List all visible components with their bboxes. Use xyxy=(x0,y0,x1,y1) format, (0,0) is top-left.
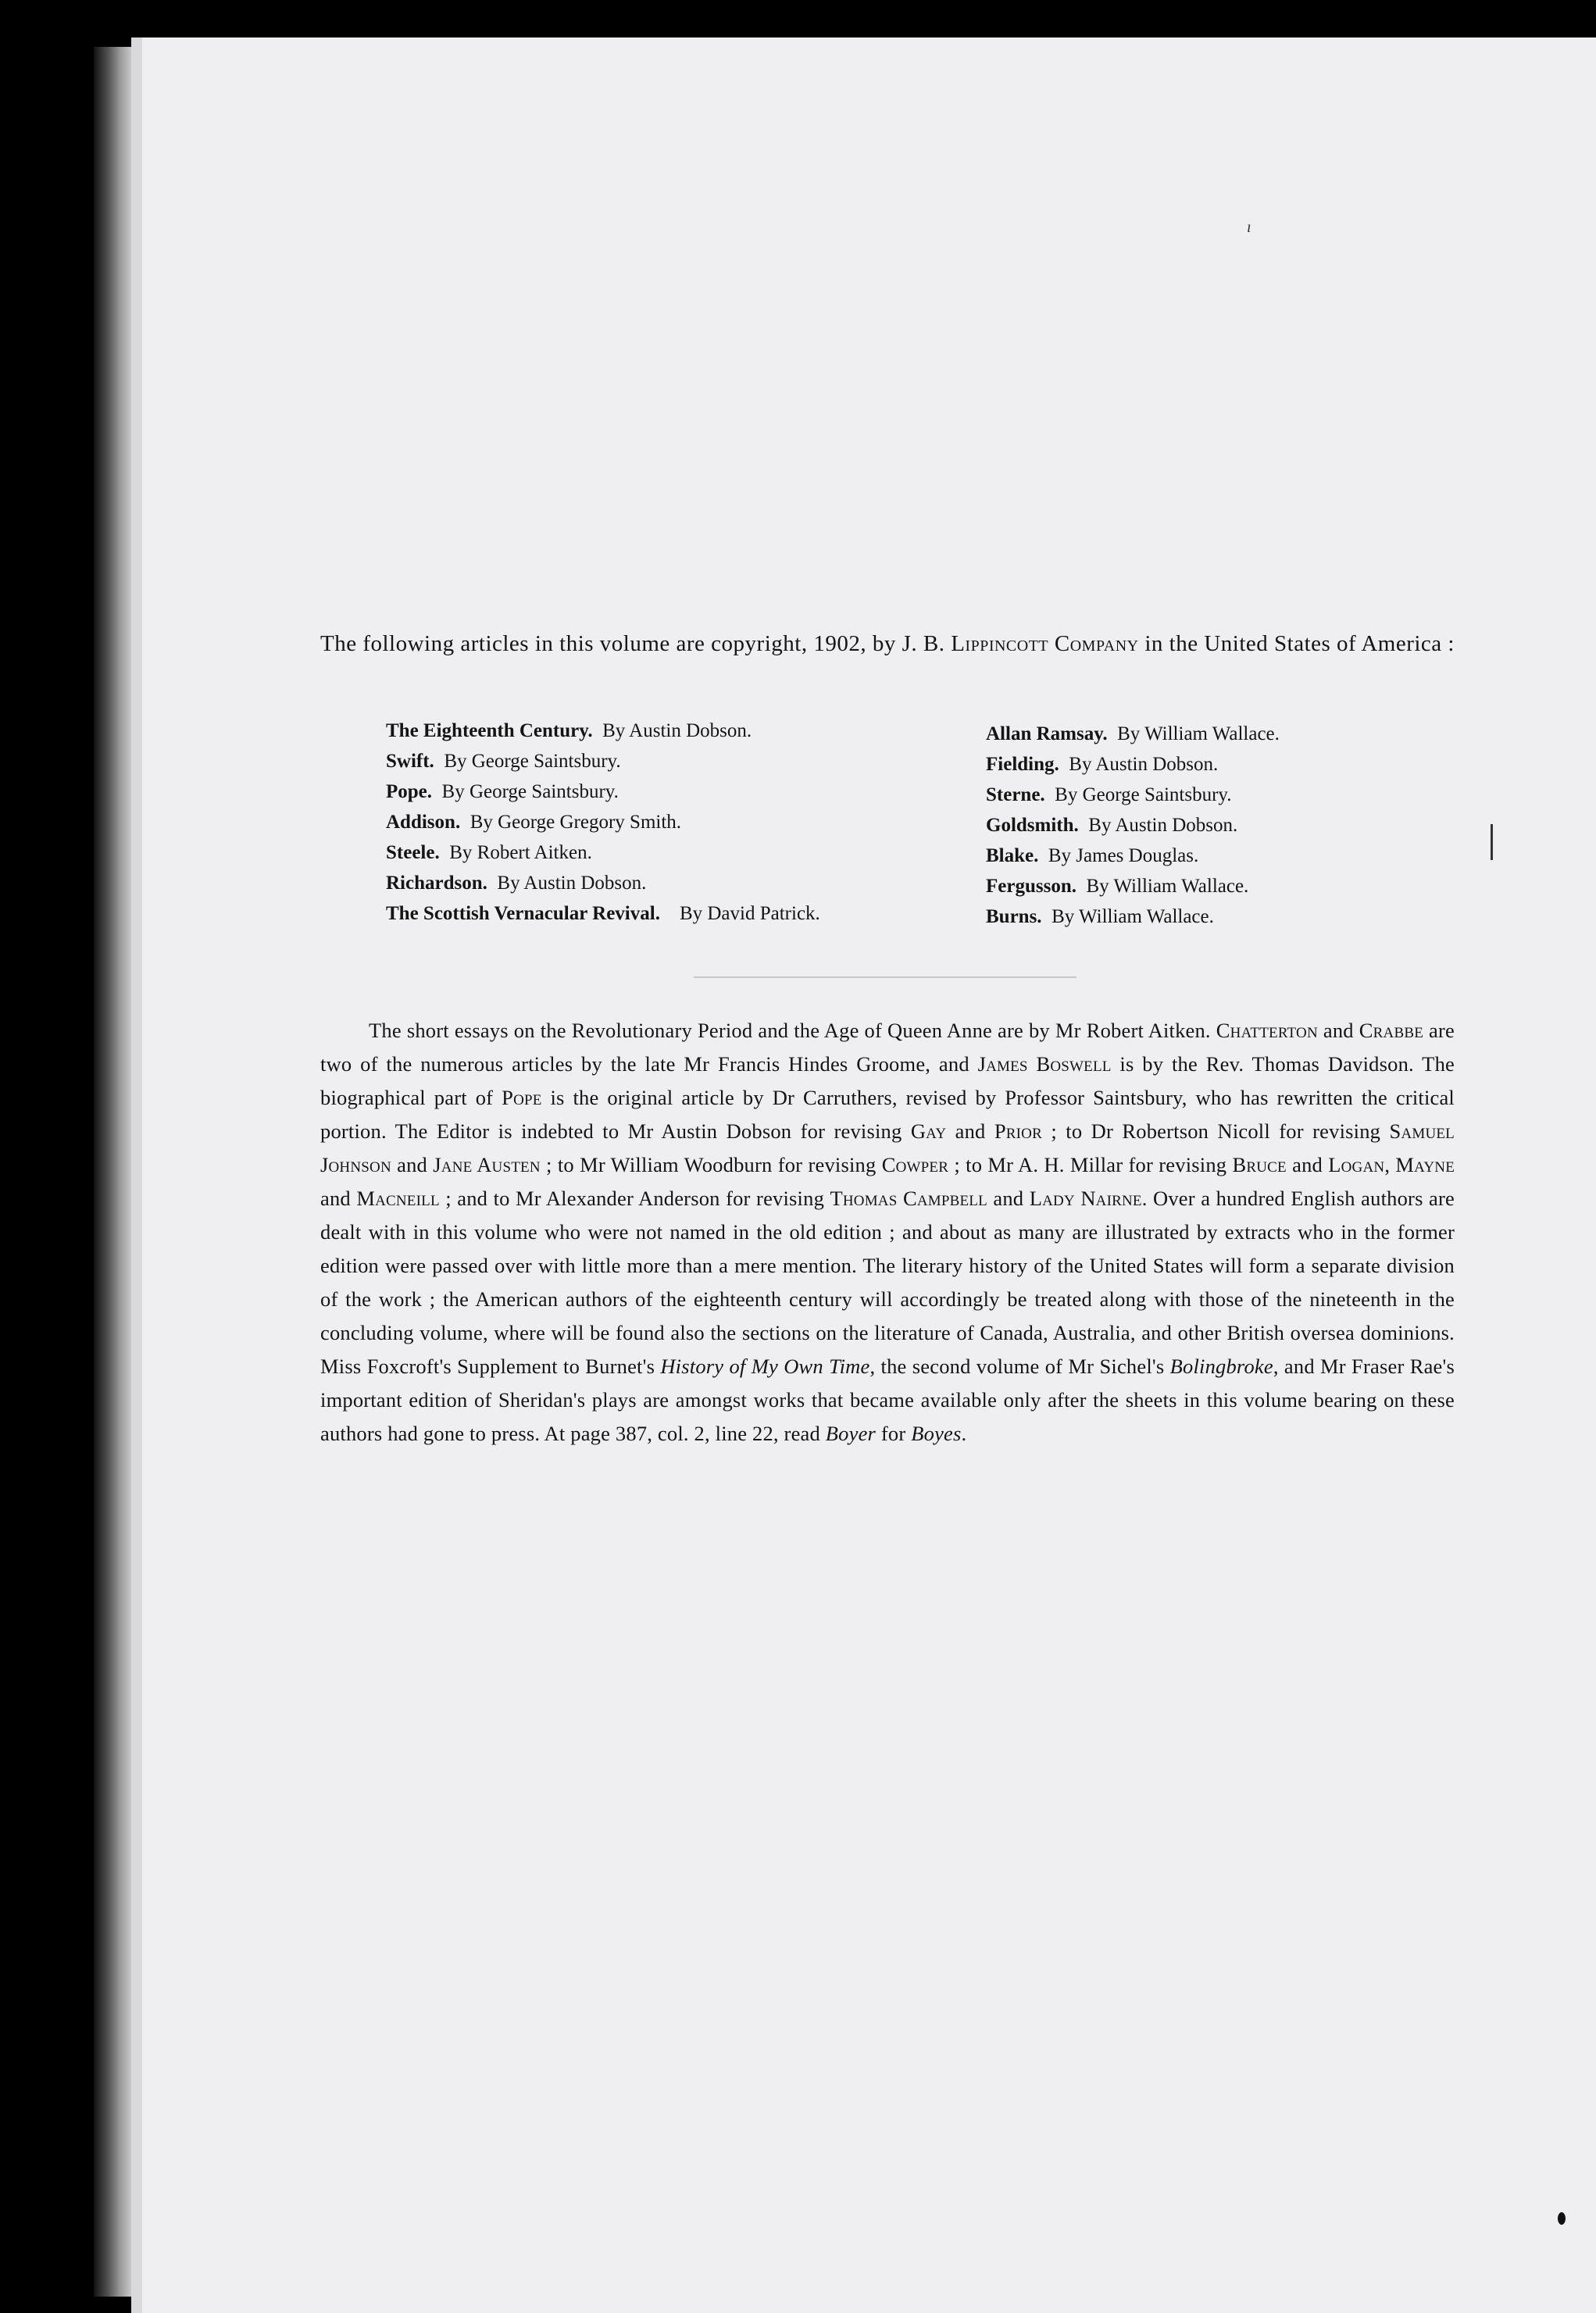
author-name: Cowper xyxy=(881,1153,949,1176)
article-entry: Sterne. By George Saintsbury. xyxy=(986,784,1232,805)
book-title: History of My Own Time xyxy=(660,1355,870,1378)
article-entry: The Eighteenth Century. By Austin Dobson. xyxy=(386,720,752,741)
author-name: Logan xyxy=(1328,1153,1385,1176)
corrected-word: Boyer xyxy=(825,1422,877,1445)
article-entry: Burns. By William Wallace. xyxy=(986,906,1214,927)
article-entry: Steele. By Robert Aitken. xyxy=(386,842,592,863)
article-entry: Richardson. By Austin Dobson. xyxy=(386,873,647,894)
article-entry: Fergusson. By William Wallace. xyxy=(986,876,1249,897)
author-name: Jane Austen xyxy=(433,1153,541,1176)
article-entry: Pope. By George Saintsbury. xyxy=(386,781,619,802)
book-title: Bolingbroke xyxy=(1169,1355,1273,1378)
erroneous-word: Boyes xyxy=(911,1422,962,1445)
copyright-notice xyxy=(320,626,1461,661)
copyright-intro-end: in the United States of America : xyxy=(1138,631,1455,656)
article-entry: Swift. By George Saintsbury. xyxy=(386,751,621,772)
margin-mark xyxy=(1491,824,1493,860)
author-name: Lady Nairne xyxy=(1029,1187,1142,1210)
article-entry: Allan Ramsay. By William Wallace. xyxy=(986,723,1280,744)
book-spine-shadow xyxy=(94,47,131,2297)
article-entry: Fielding. By Austin Dobson. xyxy=(986,754,1219,775)
author-name: Gay xyxy=(910,1119,947,1143)
author-name: Pope xyxy=(502,1086,542,1109)
articles-right-column xyxy=(986,719,1423,932)
author-name: Chatterton xyxy=(1216,1019,1318,1042)
page-speck: ı xyxy=(1247,219,1251,236)
author-name: James Boswell xyxy=(977,1052,1112,1076)
author-name: Crabbe xyxy=(1359,1019,1424,1042)
editorial-notes-paragraph: The short essays on the Revolutionary Period and the Age of Queen Anne are by Mr Robert Aitken. Chatterton and Crabbe are two of the numerous articles by the late Mr Francis Hindes Groome, and James Boswell is by the Rev. Thomas Davidson. The biographical part of Pope is the original article by Dr Carruthers, revised by Professor Saintsbury, who has rewritten the critical portion. The Editor is indebted to Mr Austin Dobson for revising Gay and Prior ; to Dr Robertson Nicoll for revising Samuel Johnson and Jane Austen ; to Mr William Woodburn for revising Cowper ; to Mr A. H. Millar for revising Bruce and Logan, Mayne and Macneill ; and to Mr Alexander Anderson for revising Thomas Campbell and Lady Nairne. Over a hundred English authors are dealt with in this volume who were not named in the old edition ; and about as many are illustrated by extracts who in the former edition were passed over with little more than a mere mention. The literary history of the United States will form a separate division of the work ; the American authors of the eighteenth century will accordingly be treated along with those of the nineteenth in the concluding volume, where will be found also the sections on the literature of Canada, Australia, and other British oversea dominions. Miss Foxcroft's Supplement to Burnet's History of My Own Time, the second volume of Mr Sichel's Bolingbroke, and Mr Fraser Rae's important edition of Sheridan's plays are amongst works that became available only after the sheets in this volume bearing on these authors had gone to press. At page 387, col. 2, line 22, read Boyer for Boyes. xyxy=(320,1019,1455,1445)
author-name: Macneill xyxy=(356,1187,440,1210)
articles-left-column xyxy=(386,716,933,929)
corner-blot xyxy=(1558,2212,1566,2225)
copyright-intro-text: The following articles in this volume are copyright, 1902, by xyxy=(320,631,902,656)
article-entry: The Scottish Vernacular Revival. By David Patrick. xyxy=(386,903,820,924)
author-name: Samuel Johnson xyxy=(320,1119,1455,1176)
author-name: Mayne xyxy=(1395,1153,1455,1176)
author-name: Prior xyxy=(994,1119,1042,1143)
article-entry: Addison. By George Gregory Smith. xyxy=(386,812,682,833)
author-name: Thomas Campbell xyxy=(830,1187,987,1210)
article-entry: Goldsmith. By Austin Dobson. xyxy=(986,815,1238,836)
author-name: Bruce xyxy=(1232,1153,1287,1176)
section-divider xyxy=(694,976,1076,978)
publisher-name: J. B. Lippincott Company xyxy=(902,631,1139,656)
article-entry: Blake. By James Douglas. xyxy=(986,845,1199,866)
